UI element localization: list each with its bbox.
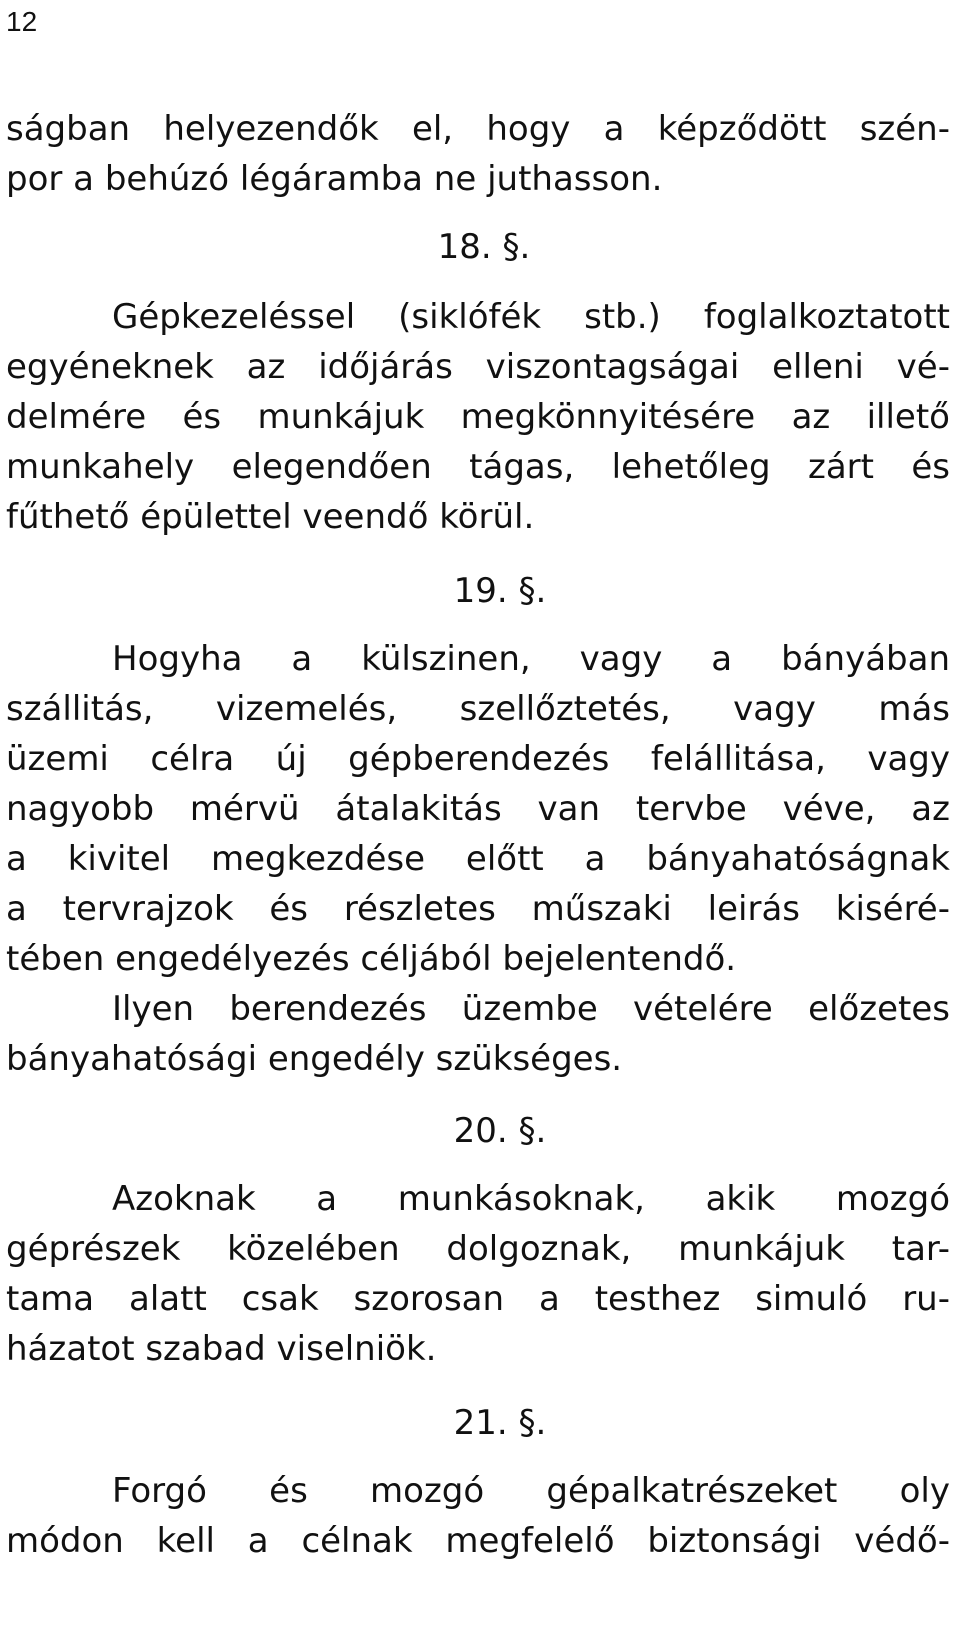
text-line: Gépkezeléssel (siklófék stb.) foglalkoztatott (112, 297, 950, 337)
text-line: tama alatt csak szorosan a testhez simuló ru- (6, 1279, 950, 1319)
text-line: házatot szabad viselniök. (6, 1329, 437, 1369)
text-line: fűthető épülettel veendő körül. (6, 497, 535, 537)
text-line: Azoknak a munkásoknak, akik mozgó (112, 1179, 950, 1219)
text-line: egyéneknek az időjárás viszontagságai elleni vé- (6, 347, 950, 387)
text-line: delmére és munkájuk megkönnyitésére az illető (6, 397, 950, 437)
text-line: módon kell a célnak megfelelő biztonsági védő- (6, 1521, 950, 1561)
text-line: ságban helyezendők el, hogy a képződött szén- (6, 109, 950, 149)
text-line: géprészek közelében dolgoznak, munkájuk tar- (6, 1229, 950, 1269)
text-line: Forgó és mozgó gépalkatrészeket oly (112, 1471, 950, 1511)
text-line: bányahatósági engedély szükséges. (6, 1039, 623, 1079)
text-line: üzemi célra új gépberendezés felállitása, vagy (6, 739, 950, 779)
text-line: munkahely elegendően tágas, lehetőleg zárt és (6, 447, 950, 487)
text-line: tében engedélyezés céljából bejelentendő. (6, 939, 737, 979)
text-line: szállitás, vizemelés, szellőztetés, vagy más (6, 689, 950, 729)
section-heading: 18. §. (437, 227, 531, 267)
page-number: 12 (6, 6, 38, 37)
section-heading: 21. §. (453, 1403, 547, 1443)
text-line: a tervrajzok és részletes műszaki leirás kiséré- (6, 889, 950, 929)
text-line: nagyobb mérvü átalakitás van tervbe véve, az (6, 789, 950, 829)
text-line: Ilyen berendezés üzembe vételére előzetes (112, 989, 950, 1029)
text-line: Hogyha a külszinen, vagy a bányában (112, 639, 950, 679)
text-line: a kivitel megkezdése előtt a bányahatóságnak (6, 839, 950, 879)
section-heading: 20. §. (453, 1111, 547, 1151)
section-heading: 19. §. (453, 571, 547, 611)
text-line: por a behúzó légáramba ne juthasson. (6, 159, 663, 199)
